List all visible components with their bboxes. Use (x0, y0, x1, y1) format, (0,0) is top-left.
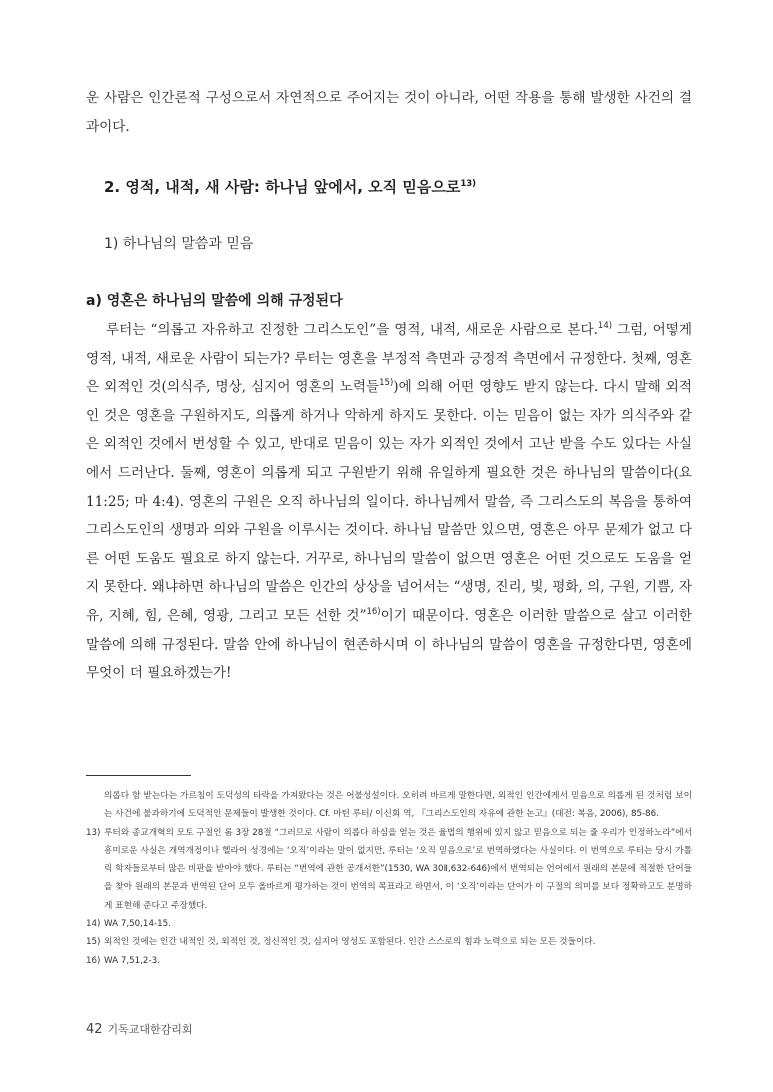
footnote-number: 15) (86, 937, 101, 948)
para-part-1: 루터는 “의롭고 자유하고 진정한 그리스도인”을 영적, 내적, 새로운 사람으로 본다. (106, 322, 598, 338)
page-footer (86, 1021, 193, 1037)
footnote-divider (86, 775, 191, 776)
subsubsection-heading: a) 영혼은 하나님의 말씀에 의해 규정된다 (86, 293, 343, 309)
section-heading-text: 2. 영적, 내적, 새 사람: 하나님 앞에서, 오직 믿음으로 (104, 178, 461, 196)
footnote-item (86, 933, 692, 951)
footnote-item (86, 787, 692, 824)
para-part-4: 이기 때문이다. 영혼은 이러한 말씀으로 살고 이러한 말씀에 의해 규정된다. 말씀 안에 하나님이 현존하시며 이 하나님의 말씀이 영혼을 규정한다면, 영혼에 무엇이 더 필요하겠는가! (86, 607, 692, 682)
footnote-number: 16) (86, 955, 101, 966)
subsection-heading: 1) 하나님의 말씀과 믿음 (104, 236, 254, 252)
section-heading (104, 176, 710, 197)
footnote-ref-14[interactable]: 14) (597, 321, 613, 331)
footnote-item (86, 915, 692, 933)
footnote-number (86, 787, 104, 824)
footnote-ref-15[interactable]: 15) (379, 378, 394, 389)
intro-paragraph: 운 사람은 인간론적 구성으로서 자연적으로 주어지는 것이 아니라, 어떤 작용을 통해 발생한 사건의 결과이다. (86, 90, 692, 135)
footnotes (86, 787, 692, 970)
page-number: 42 (86, 1022, 103, 1037)
footnote-text: 의롭다 함 받는다는 가르침이 도덕성의 타락을 가져왔다는 것은 어불성설이다. 오히려 바르게 말한다면, 외적인 인간에게서 믿음으로 의롭게 된 것처럼 보이는 사건에 불과하기에 도덕적인 문제들이 발생한 것이다. Cf. 마틴 루터/ 이신회 역, 『그리스도인의 자유에 관한 논고』(대전: 복음, 2006), 85-86. (104, 791, 692, 820)
footnote-text: WA 7,51,2-3. (104, 955, 160, 966)
footnote-ref-16[interactable]: 16) (366, 606, 381, 617)
journal-name: 기독교대한감리회 (107, 1023, 193, 1036)
footnote-item (86, 824, 692, 915)
footnote-number: 14) (86, 919, 101, 930)
footnote-text: 루터와 종교개혁의 모토 구절인 롬 3장 28절 “그러므로 사람이 의롭다 하심을 얻는 것은 율법의 행위에 있지 않고 믿음으로 되는 줄 우리가 인정하노라”에서 흥미로운 사실은 개역개정이나 헬라어 성경에는 ‘오직’이라는 말이 없지만, 루터는 ‘오직 믿음으로’로 번역하였다는 사실이다. 이 번역으로 루터는 당시 가톨릭 학자들로부터 많은 비판을 받아야 했다. 루터는 “번역에 관한 공개서한”(1530, WA 30Ⅱ,632-646)에서 번역되는 언어에서 원래의 본문에 적절한 단어들을 찾아 원래의 본문과 번역된 단어 모두 올바르게 평가하는 것이 번역의 목표라고 하면서, 이 ‘오직’이라는 단어가 이 구절의 의미를 보다 정확하고도 분명하게 표현해 준다고 주장했다. (104, 827, 692, 911)
footnote-number: 13) (86, 827, 101, 838)
footnote-text: WA 7,50,14-15. (104, 919, 171, 930)
para-part-3: )에 의해 어떤 영향도 받지 않는다. 다시 말해 외적인 것은 영혼을 구원하지도, 의롭게 하거나 악하게 하지도 못한다. 이는 믿음이 없는 자가 의식주와 같은 외적인 것에서 번성할 수 있고, 반대로 믿음이 있는 자가 외적인 것에서 고난 받을 수도 있다는 사실에서 드러난다. 둘째, 영혼이 의롭게 되고 구원받기 위해 유일하게 필요한 것은 하나님의 말씀이다(요 11:25; 마 4:4). 영혼의 구원은 오직 하나님의 일이다. 하나님께서 말씀, 즉 그리스도의 복음을 통하여 그리스도인의 생명과 의와 구원을 이루시는 것이다. 하나님 말씀만 있으면, 영혼은 아무 문제가 없고 다른 어떤 도움도 필요로 하지 않는다. 거꾸로, 하나님의 말씀이 없으면 영혼은 어떤 것으로도 도움을 얻지 못한다. 왜냐하면 하나님의 말씀은 인간의 상상을 넘어서는 “생명, 진리, 빛, 평화, 의, 구원, 기쁨, 자유, 지혜, 힘, 은혜, 영광, 그리고 모든 선한 것” (86, 379, 692, 624)
footnote-text: 외적인 것에는 인간 내적인 것, 외적인 것, 정신적인 것, 심지어 영성도 포함된다. 인간 스스로의 힘과 노력으로 되는 모든 것들이다. (104, 937, 596, 948)
footnote-ref-13[interactable]: 13) (460, 179, 477, 189)
para-part-2: 그럼, 어떻게 영적, 내적, 새로운 사람이 되는가? 루터는 영혼을 부정적 측면과 긍정적 측면에서 규정한다. 첫째, 영혼은 외적인 것(의식주, 명상, 심지어 영혼의 노력들 (86, 322, 693, 396)
footnote-item (86, 952, 692, 970)
body-paragraph (86, 316, 692, 688)
